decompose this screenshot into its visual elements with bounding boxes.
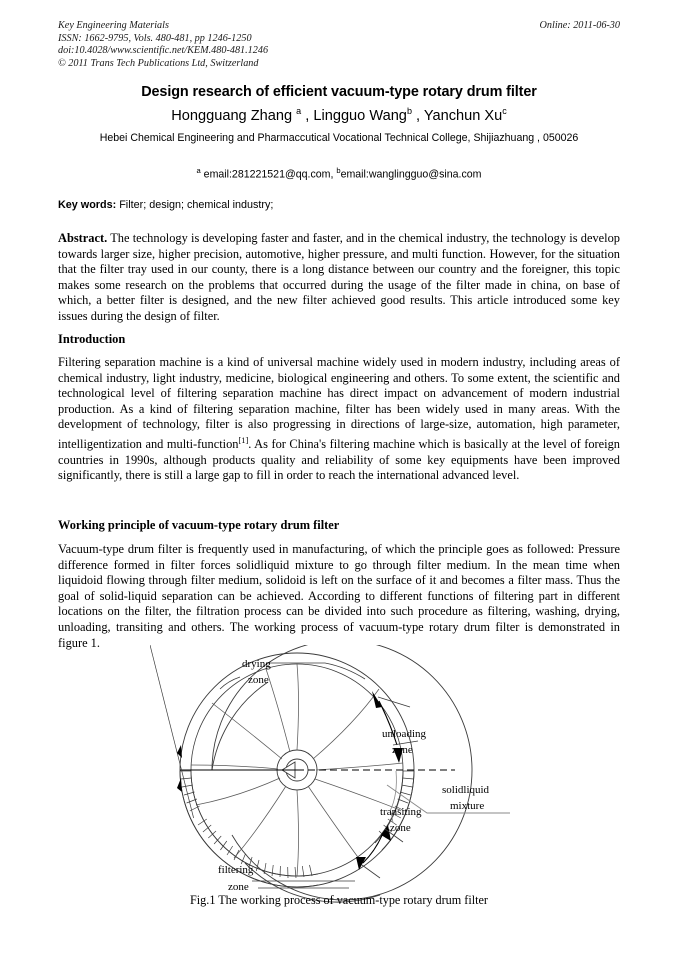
keywords-line xyxy=(58,199,620,211)
figure-label-filtering: filtering xyxy=(218,864,254,876)
journal-name: Key Engineering Materials xyxy=(58,20,169,31)
section-body-introduction xyxy=(58,355,620,484)
mixture-leader-2 xyxy=(390,771,396,811)
figure-label-filtering-zone: zone xyxy=(228,881,249,893)
figure-label-solidliquid: solidliquid xyxy=(442,784,490,796)
email-b: email:wanglingguo@sina.com xyxy=(340,168,482,181)
journal-header xyxy=(58,20,620,70)
section-heading-introduction: Introduction xyxy=(58,332,126,346)
figure-label-unloading: unloading xyxy=(382,728,426,740)
online-date: Online: 2011-06-30 xyxy=(539,20,620,31)
author-1-marker: a xyxy=(296,106,302,116)
keywords-value: Filter; design; chemical industry; xyxy=(116,199,274,211)
outer-shell-arc-top xyxy=(212,682,268,770)
figure-1 xyxy=(150,645,550,915)
journal-issn: ISSN: 1662-9795, Vols. 480-481, pp 1246-1250 xyxy=(58,32,252,44)
page-title: Design research of efficient vacuum-type rotary drum filter xyxy=(141,84,537,100)
drying-leader xyxy=(268,663,365,679)
section-heading-working-principle: Working principle of vacuum-type rotary drum filter xyxy=(58,518,340,532)
figure-label-transiting: transiting xyxy=(380,806,422,818)
author-emails xyxy=(58,166,620,181)
author-2: , Lingguo Wang xyxy=(301,107,407,124)
figure-label-drying-zone: zone xyxy=(248,674,269,686)
figure-caption: Fig.1 The working process of vacuum-type rotary drum filter xyxy=(190,893,488,907)
intro-text-part-1: Filtering separation machine is a kind of universal machine widely used in modern industry, including areas of chemical industry, light industry, medicine, biological engineering and others. To some extent, the scientific and technological level of filtering separation machine has direct impact on advancement of modern industrial production. As a kind of filtering separation machine, filter has been widely used in many areas. With the development of technology, filter is also progressing in directions of large-size, automation, high parameter, intelligentization and multi-function xyxy=(58,355,620,452)
email-a-marker: a xyxy=(196,166,201,175)
section-body-working-principle: Vacuum-type drum filter is frequently used in manufacturing, of which the principle goes as followed: Pressure difference formed in filter forces solidliquid mixture to go through filter medium. In the mean time when liquidoid flowing through filter medium, solidoid is left on the surface of it and becomes a filter mass. Thus the goal of solid-liquid separation can be achieved. According to different functions of filtering part in different locations on the filter, the filtration process can be divided into such procedure as filtering, washing, drying, unloading, transiting and others. The working process of vacuum-type rotary drum filter is demonstrated in figure 1. xyxy=(58,542,620,650)
drum-diagram xyxy=(150,645,510,902)
intro-text-part-2: . As for China's filtering machine which is basically at the level of foreign countries in 1990s, although products quality and reliability of some key equipments have been improved significantly, there is still a large gap to fill in order to reach the international advanced level. xyxy=(58,437,620,483)
figure-label-mixture: mixture xyxy=(450,800,485,812)
figure-label-drying: drying xyxy=(242,658,271,670)
journal-copyright: © 2011 Trans Tech Publications Ltd, Switzerland xyxy=(58,57,259,69)
author-3: , Yanchun Xu xyxy=(411,107,503,124)
abstract-label: Abstract. xyxy=(58,231,108,245)
author-list xyxy=(58,106,620,124)
email-a: email:281221521@qq.com, xyxy=(200,168,337,181)
figure-label-unloading-zone: zone xyxy=(392,744,413,756)
abstract-text: The technology is developing faster and faster, and in the chemical industry, the technology is develop towards larger size, higher precision, automotive, higher pressure, and multi function. However, for the situation that the filter tray used in our county, there is a long distance between our country and the foreigner, this topic makes some research on the problems that occurred during the usage of the filter made in china, on base of which, a better filter is designed, and the new filter achieved good results. This article introduced some key issues during the design of filter. xyxy=(58,231,620,323)
keywords-label: Key words: xyxy=(58,199,117,211)
author-3-marker: c xyxy=(502,106,507,116)
author-2-marker: b xyxy=(406,106,412,116)
journal-doi: doi:10.4028/www.scientific.net/KEM.480-481.1246 xyxy=(58,45,269,57)
abstract-paragraph xyxy=(58,231,620,325)
affiliation: Hebei Chemical Engineering and Pharmaccutical Vocational Technical College, Shijiazhuang , 050026 xyxy=(99,132,579,144)
figure-label-transiting-zone: zone xyxy=(390,822,411,834)
reference-marker-1: [1] xyxy=(238,435,249,445)
author-1: Hongguang Zhang xyxy=(171,107,297,124)
email-b-marker: b xyxy=(336,166,341,175)
